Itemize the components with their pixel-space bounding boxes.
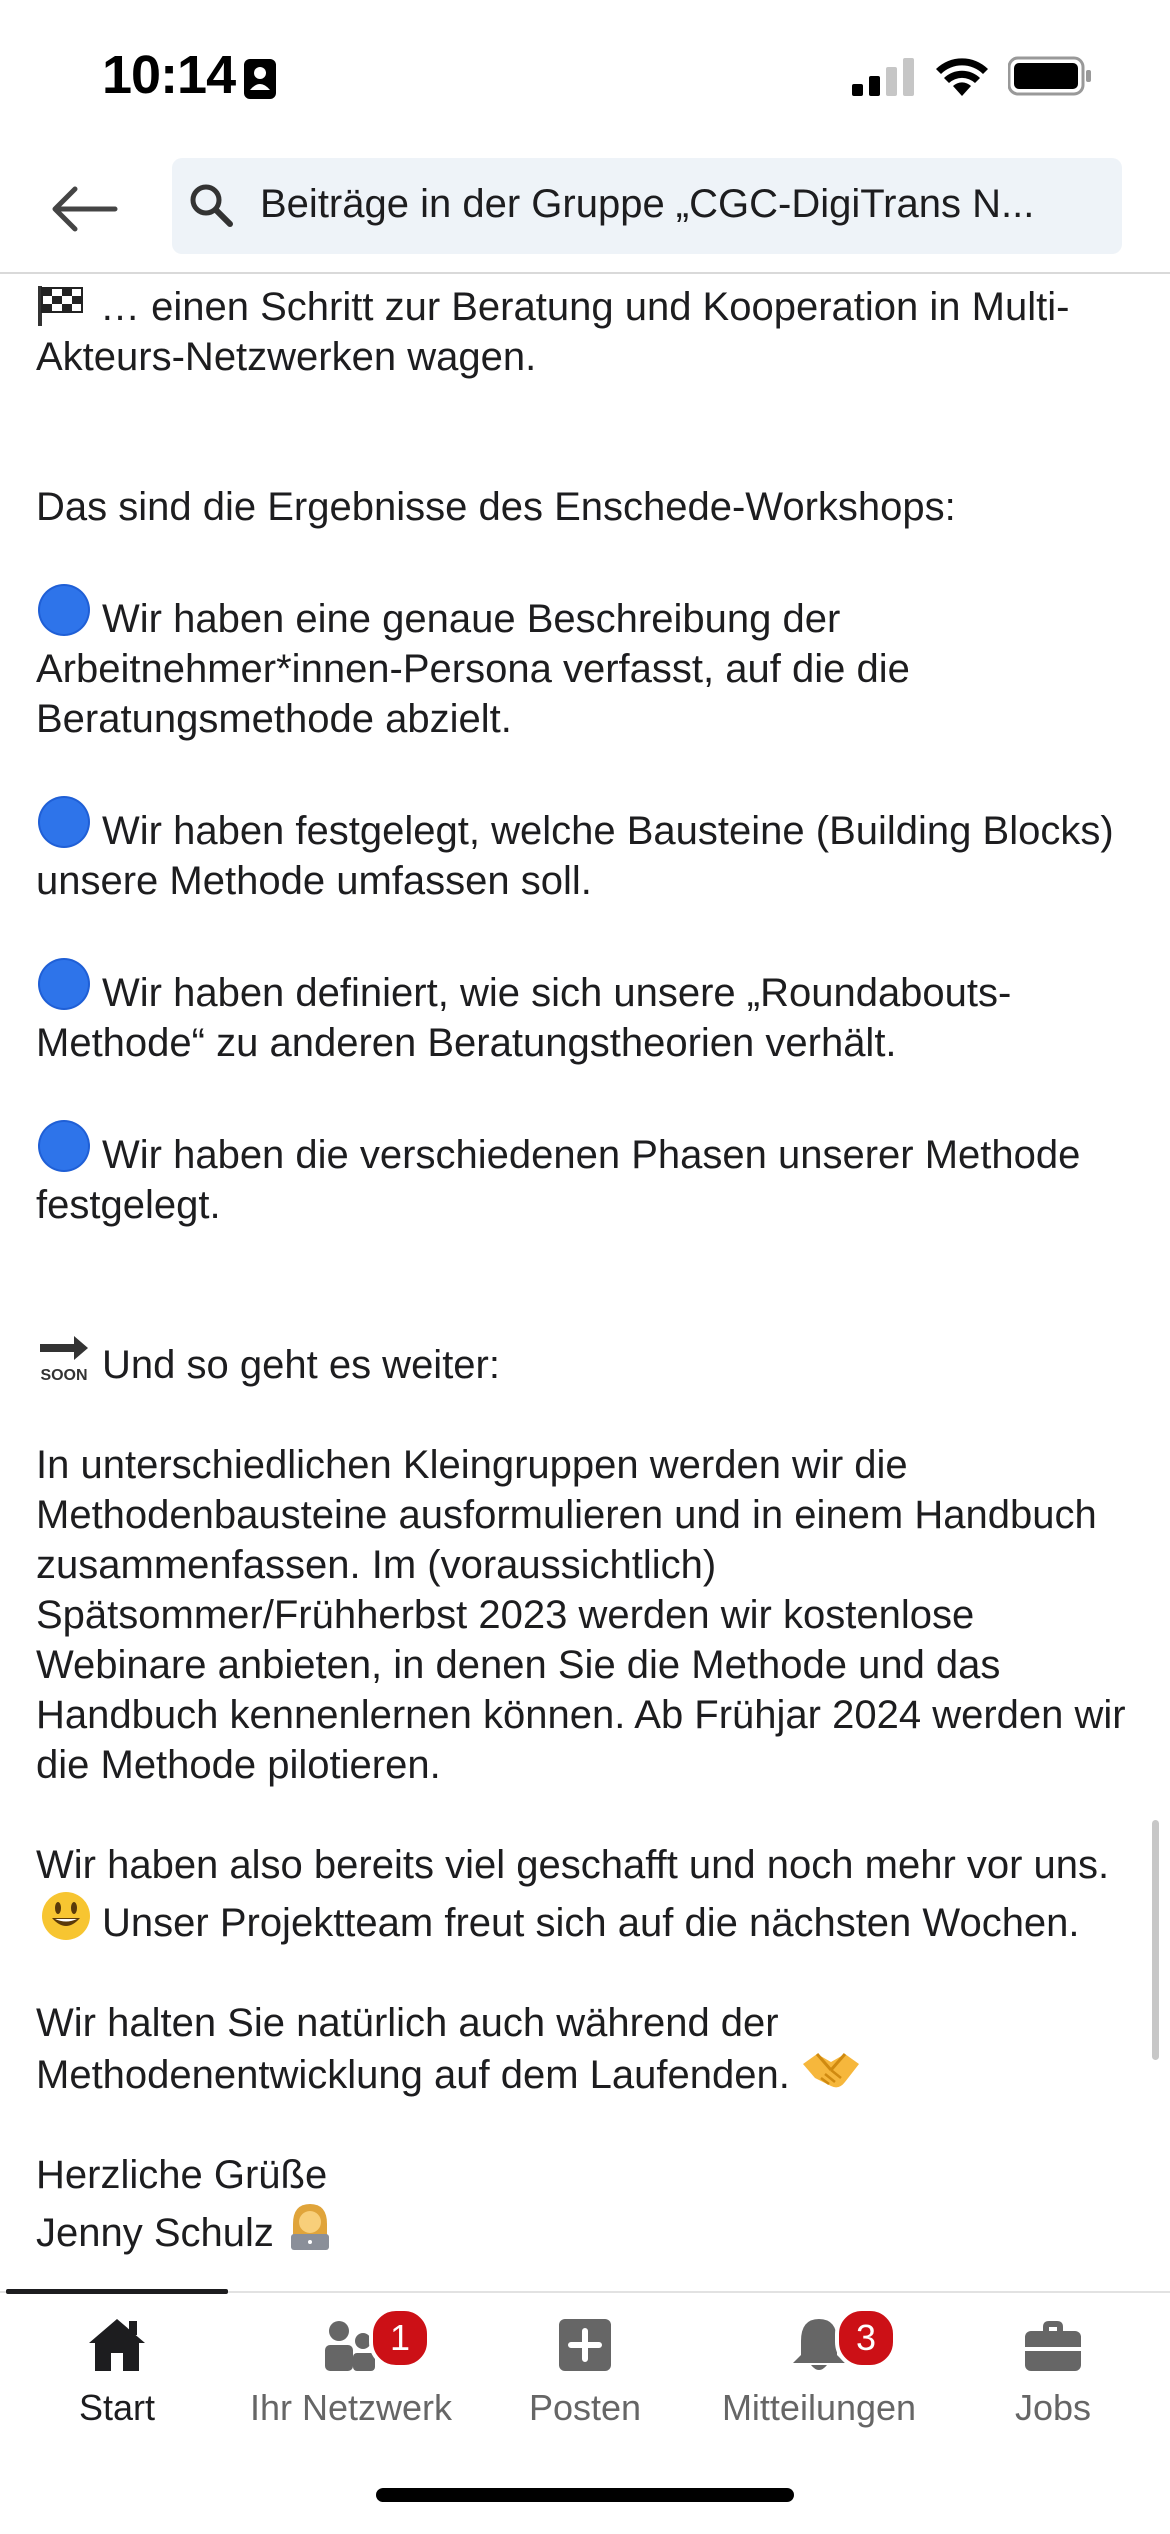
nav-label: Jobs [1014,2387,1092,2428]
cellular-signal-icon [852,58,916,96]
paragraph-text: Und so geht es weiter: [102,1343,500,1387]
clock: 10:14 [102,45,236,105]
nav-label: Mitteilungen [721,2387,917,2428]
paragraph-text: Wir haben die verschiedenen Phasen unserer Methode festgelegt. [36,1133,1092,1227]
home-icon [85,2313,149,2377]
post-paragraph [36,582,1126,744]
technologist-woman-icon [285,2200,335,2252]
post-paragraph [36,1330,1126,1390]
blue-circle-icon [36,956,92,1012]
post-paragraph [36,956,1126,1068]
post-paragraph [36,282,1126,382]
search-icon [186,180,238,232]
post-paragraph [36,1440,1137,1790]
nav-notifications[interactable] [702,2293,936,2453]
paragraph-text: … einen Schritt zur Beratung und Kooperation in Multi-Akteurs-Netzwerken wagen. [36,285,1070,379]
handshake-icon [801,2048,861,2094]
briefcase-icon [1021,2313,1085,2377]
soon-arrow-icon [36,1330,92,1384]
nav-label: Ihr Netzwerk [249,2387,453,2428]
blue-circle-icon [36,794,92,850]
paragraph-text: In unterschiedlichen Kleingruppen werden wir die Methodenbausteine ausformulieren und in einem Handbuch zusammenfassen. Im (voraussichtlich) Spätsommer/Frühherbst 2023 werden wir kostenlose Webinare anbieten, in denen Sie die Methode und das Handbuch kennenlernen können. Ab Frühjar 2024 werden wir die Methode pilotieren. [36,1443,1137,1787]
checkered-flag-icon [36,284,90,326]
paragraph-text: Wir haben festgelegt, welche Bausteine (Building Blocks) unsere Methode umfassen soll. [36,809,1125,903]
post-paragraph [36,2150,1126,2200]
nav-network[interactable] [234,2293,468,2453]
paragraph-text: Das sind die Ergebnisse des Enschede-Workshops: [36,485,956,529]
nav-label: Start [78,2387,156,2428]
search-query: Beiträge in der Gruppe „CGC-DigiTrans N... [260,182,1035,226]
post-paragraph [36,1840,1126,1948]
paragraph-text: Wir haben eine genaue Beschreibung der Arbeitnehmer*innen-Persona verfasst, auf die die Beratungsmethode abzielt. [36,597,921,741]
wifi-icon [936,56,988,96]
nav-jobs[interactable] [936,2293,1170,2453]
search-input[interactable] [172,158,1122,254]
focus-mode-icon [243,58,277,100]
paragraph-text: Unser Projektteam freut sich auf die nächsten Wochen. [102,1901,1080,1945]
paragraph-text: Jenny Schulz [36,2211,274,2255]
svg-text:SOON: SOON [40,1367,88,1384]
nav-post[interactable] [468,2293,702,2453]
notification-badge: 3 [835,2307,897,2369]
search-header [0,150,1170,274]
paragraph-text: Wir haben definiert, wie sich unsere „Roundabouts-Methode“ zu anderen Beratungstheorien verhält. [36,971,1012,1065]
notification-badge: 1 [369,2307,431,2369]
post-paragraph [36,2200,1126,2258]
back-arrow-icon [49,184,119,234]
nav-start[interactable] [0,2293,234,2453]
post-paragraph [36,482,1126,532]
blue-circle-icon [36,1118,92,1174]
scrollbar[interactable] [1152,1820,1159,2060]
paragraph-text: Wir haben also bereits viel geschafft und noch mehr vor uns. [36,1843,1110,1887]
nav-label: Posten [528,2387,642,2428]
back-button[interactable] [44,176,124,242]
smiley-face-icon [40,1890,92,1942]
post-paragraph [36,1998,1126,2100]
post-content [36,268,1137,2258]
post-paragraph [36,794,1126,906]
post-paragraph [36,1118,1126,1230]
home-indicator [376,2488,794,2502]
paragraph-text: Wir halten Sie natürlich auch während der Methodenentwicklung auf dem Laufenden. [36,2001,790,2097]
blue-circle-icon [36,582,92,638]
battery-icon [1008,56,1092,96]
status-bar [0,0,1170,150]
post-icon [553,2313,617,2377]
paragraph-text: Herzliche Grüße [36,2153,328,2197]
